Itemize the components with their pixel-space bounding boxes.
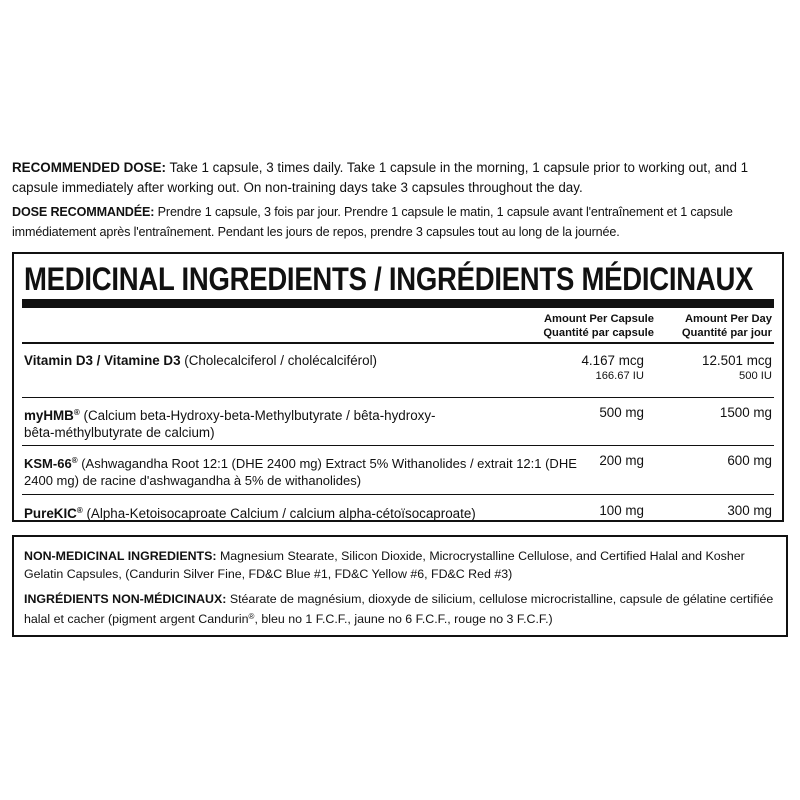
trademark-symbol: ® bbox=[76, 506, 83, 515]
ingredient-details: (Calcium beta-Hydroxy-beta-Methylbutyrate / bêta-hydroxy-bêta-méthylbutyrate de calcium) bbox=[24, 408, 436, 440]
recommended-dose-label: RECOMMENDED DOSE: bbox=[12, 160, 166, 175]
ingredient-name: KSM-66 bbox=[24, 456, 72, 471]
trademark-symbol: ® bbox=[71, 456, 78, 465]
amount-per-capsule-iu: 166.67 IU bbox=[595, 370, 644, 382]
amount-per-capsule-value: 4.167 mcg bbox=[581, 353, 644, 368]
amount-per-day: 1500 mg bbox=[719, 405, 772, 420]
ingredient-description bbox=[24, 352, 584, 369]
non-medicinal-ingredients-panel bbox=[12, 535, 788, 637]
recommended-dose-text: Take 1 capsule, 3 times daily. Take 1 capsule in the morning, 1 capsule prior to working out, and 1 capsule immediately after working out. On non-training days take 3 capsules throughout the day. bbox=[12, 160, 749, 195]
amount-per-capsule: 200 mg bbox=[599, 453, 644, 468]
row-divider bbox=[22, 494, 774, 495]
amount-per-day-value: 12.501 mcg bbox=[702, 353, 772, 368]
amount-per-day-iu: 500 IU bbox=[739, 370, 772, 382]
amount-per-capsule bbox=[544, 352, 644, 384]
amount-per-capsule: 100 mg bbox=[599, 503, 644, 518]
ingredient-row bbox=[24, 502, 772, 519]
recommended-dose-en bbox=[12, 158, 788, 198]
ingredient-row bbox=[24, 352, 772, 392]
header-divider bbox=[22, 342, 774, 344]
non-medicinal-text: Magnesium Stearate, Silicon Dioxide, Microcrystalline Cellulose, and Certified Halal and Kosher Gelatin Capsules, (Candurin Silver Fine, FD&C Blue #1, FD&C Yellow #6, FD&C Red #3) bbox=[24, 549, 745, 581]
column-header-per-capsule-fr: Quantité par capsule bbox=[543, 327, 654, 339]
amount-per-day: 300 mg bbox=[727, 503, 772, 518]
trademark-symbol: ® bbox=[73, 408, 80, 417]
ingredient-details: (Ashwagandha Root 12:1 (DHE 2400 mg) Extract 5% Withanolides / extrait 12:1 (DHE 2400 mg) de racine d'ashwagandha à 5% de withanolides) bbox=[24, 456, 577, 488]
ingredient-name: myHMB bbox=[24, 408, 74, 423]
column-header-per-day-fr: Quantité par jour bbox=[681, 327, 772, 339]
recommended-dose-fr bbox=[12, 202, 788, 242]
non-medicinal-label: NON-MEDICINAL INGREDIENTS: bbox=[24, 549, 217, 563]
ingredient-details: (Cholecalciferol / cholécalciférol) bbox=[180, 353, 378, 368]
ingredient-name: PureKIC bbox=[24, 506, 77, 521]
medicinal-title: MEDICINAL INGREDIENTS / INGRÉDIENTS MÉDICINAUX bbox=[24, 261, 754, 297]
non-medicinaux-text-1: Stéarate de magnésium, dioxyde de silicium, cellulose microcristalline, capsule de gélatine certifiée halal et cacher (pigment argent Candurin bbox=[24, 592, 774, 626]
column-header-per-capsule bbox=[494, 312, 654, 340]
ingredient-description bbox=[24, 404, 454, 441]
dose-recommandee-text: Prendre 1 capsule, 3 fois par jour. Prendre 1 capsule le matin, 1 capsule avant l'entraînement et 1 capsule immédiatement après l'entraînement. Pendant les jours de repos, prendre 3 capsules tout au long de la journée. bbox=[12, 205, 733, 239]
column-header-per-day-en: Amount Per Day bbox=[684, 313, 772, 325]
amount-per-day: 600 mg bbox=[727, 453, 772, 468]
ingredient-description bbox=[24, 502, 584, 522]
title-rule bbox=[22, 299, 774, 308]
column-header-per-capsule-en: Amount Per Capsule bbox=[543, 313, 654, 325]
ingredient-description bbox=[24, 452, 589, 489]
medicinal-ingredients-panel bbox=[12, 252, 784, 522]
ingredient-row bbox=[24, 404, 772, 440]
amount-per-day bbox=[672, 352, 772, 384]
row-divider bbox=[22, 445, 774, 446]
ingredient-details: (Alpha-Ketoisocaproate Calcium / calcium alpha-cétoïsocaproate) bbox=[82, 506, 476, 521]
registered-symbol: ® bbox=[248, 612, 255, 621]
non-medicinaux-label: INGRÉDIENTS NON-MÉDICINAUX: bbox=[24, 592, 227, 606]
non-medicinal-en bbox=[24, 547, 776, 583]
ingredient-name: Vitamin D3 / Vitamine D3 bbox=[24, 353, 181, 368]
non-medicinaux-text-2: , bleu no 1 F.C.F., jaune no 6 F.C.F., rouge no 3 F.C.F.) bbox=[254, 612, 553, 626]
non-medicinal-fr bbox=[24, 590, 776, 628]
ingredient-row bbox=[24, 452, 772, 488]
row-divider bbox=[22, 397, 774, 398]
dose-recommandee-label: DOSE RECOMMANDÉE: bbox=[12, 205, 155, 219]
column-header-per-day bbox=[632, 312, 772, 340]
amount-per-capsule: 500 mg bbox=[599, 405, 644, 420]
